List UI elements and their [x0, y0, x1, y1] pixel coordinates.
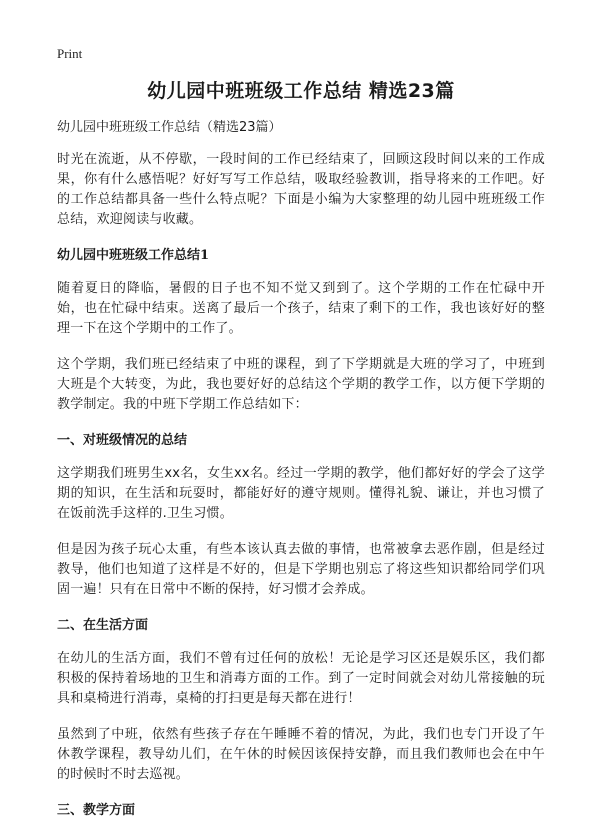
- section-heading-class-situation: 一、对班级情况的总结: [57, 433, 188, 448]
- paragraph: 但是因为孩子玩心太重，有些本该认真去做的事情，也常被拿去恶作剧，但是经过教导，他们也知道了这样是不好的，但是下学期也别忘了将这些知识都给同学们巩固一遍！只有在日常中不断的保持，好习惯才会养成。: [57, 542, 545, 597]
- section-heading-summary-1: 幼儿园中班班级工作总结1: [57, 248, 210, 263]
- paragraph: 这学期我们班男生xx名，女生xx名。经过一学期的教学，他们都好好的学会了这学期的知识，在生活和玩耍时，都能好好的遵守规则。懂得礼貌、谦让，并也习惯了在饭前洗手这样的.卫生习惯。: [57, 466, 545, 521]
- intro-paragraph: 时光在流逝，从不停歇，一段时间的工作已经结束了，回顾这段时间以来的工作成果，你有什么感悟呢？好好写写工作总结，吸取经验教训，指导将来的工作吧。好的工作总结都具备一些什么特点呢？下面是小编为大家整理的幼儿园中班班级工作总结，欢迎阅读与收藏。: [57, 152, 545, 227]
- document-body: [57, 78, 545, 834]
- section-heading-daily-life: 二、在生活方面: [57, 618, 149, 633]
- page-title: 幼儿园中班班级工作总结 精选23篇: [147, 80, 455, 102]
- document-subtitle: 幼儿园中班班级工作总结（精选23篇）: [57, 120, 282, 135]
- paragraph: 随着夏日的降临，暑假的日子也不知不觉又到到了。这个学期的工作在忙碌中开始，也在忙碌中结束。送离了最后一个孩子，结束了剩下的工作，我也该好好的整理一下在这个学期中的工作了。: [57, 281, 545, 336]
- print-link[interactable]: Print: [57, 46, 83, 61]
- section-heading-teaching: 三、教学方面: [57, 803, 136, 818]
- paragraph: 在幼儿的生活方面，我们不曾有过任何的放松！无论是学习区还是娱乐区，我们都积极的保持着场地的卫生和消毒方面的工作。到了一定时间就会对幼儿常接触的玩具和桌椅进行消毒，桌椅的打扫更是每天都在进行！: [57, 651, 545, 706]
- paragraph: 这个学期，我们班已经结束了中班的课程，到了下学期就是大班的学习了，中班到大班是个大转变，为此，我也要好好的总结这个学期的教学工作，以方便下学期的教学制定。我的中班下学期工作总结如下：: [57, 357, 545, 412]
- paragraph: 虽然到了中班，依然有些孩子存在午睡睡不着的情况，为此，我们也专门开设了午休教学课程，教导幼儿们，在午休的时候因该保持安静，而且我们教师也会在中午的时候时不时去巡视。: [57, 727, 545, 782]
